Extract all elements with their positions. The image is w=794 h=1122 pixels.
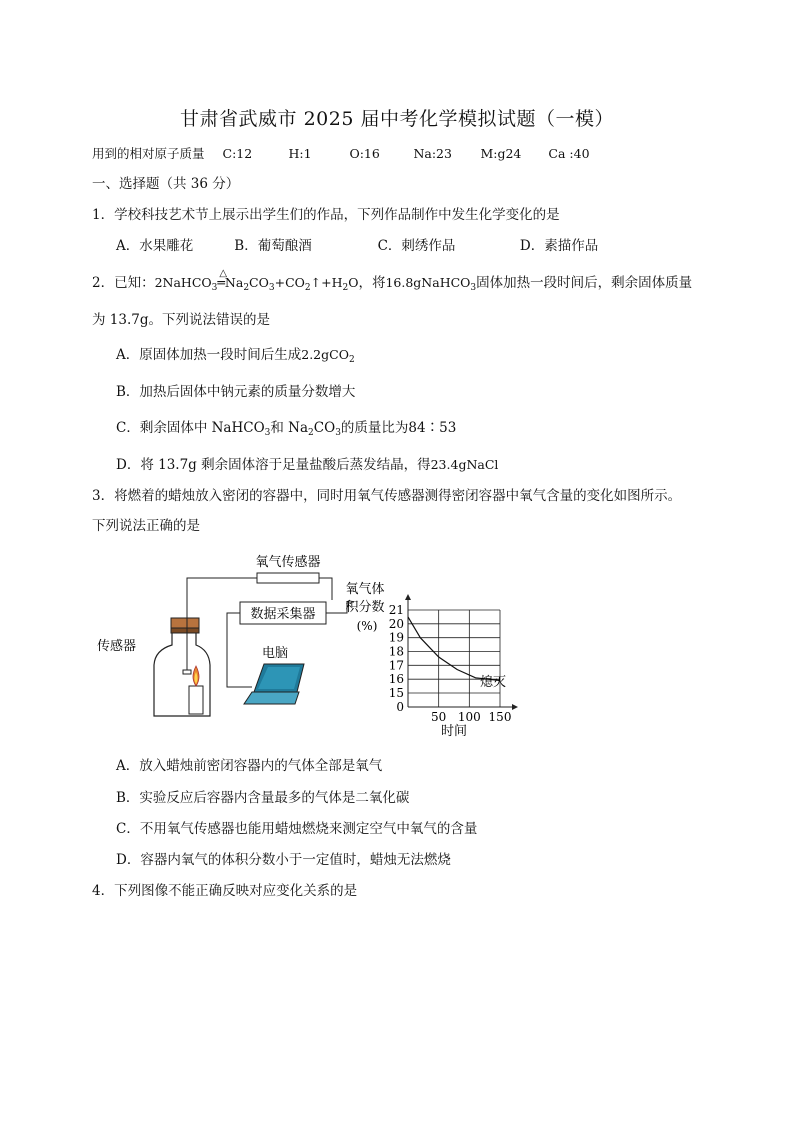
y-axis-label-1: 氧气体 — [345, 582, 385, 597]
q1-option-d: D．素描作品 — [519, 238, 599, 254]
atomic-mass-c: C:12 — [222, 146, 253, 161]
question-2-stem-line2: 为 13.7g。下列说法错误的是 — [92, 312, 270, 328]
y-axis-arrow — [405, 594, 411, 600]
q1-option-a: A．水果雕花 — [116, 238, 194, 254]
question-3-stem: 3．将燃着的蜡烛放入密闭的容器中，同时用氧气传感器测得密闭容器中氧气含量的变化如图所示。 — [92, 488, 682, 504]
oxygen-curve — [408, 617, 500, 681]
question-1-options — [116, 236, 598, 256]
y-tick-label: 16 — [388, 672, 404, 687]
data-collector-label: 数据采集器 — [250, 607, 316, 622]
question-1-stem: 1．学校科技艺术节上展示出学生们的作品，下列作品制作中发生化学变化的是 — [92, 207, 560, 223]
q1-option-c: C．刺绣作品 — [377, 238, 456, 254]
q2-equation: 2NaHCO$_3$ △ $═Na_2CO_3+CO_2↑+H_2O$ — [154, 268, 359, 293]
sensor-label: 传感器 — [97, 639, 137, 654]
y-tick-label: 21 — [388, 603, 404, 617]
question-4-stem: 4．下列图像不能正确反映对应变化关系的是 — [92, 883, 358, 899]
y-tick-label: 17 — [388, 658, 404, 673]
y-tick-label: 0 — [396, 700, 404, 714]
y-tick-label: 19 — [388, 630, 404, 645]
heat-symbol: △ ═ — [217, 268, 228, 290]
q2-sample: 16.8gNaHCO$_3$ — [385, 275, 477, 293]
q2-option-d: D．将 13.7g 剩余固体溶于足量盐酸后蒸发结晶，得23.4gNaCl — [116, 457, 499, 473]
q2-option-a: A．原固体加热一段时间后生成2.2gCO$_2$ — [116, 347, 355, 365]
q3-option-b: B．实验反应后容器内含量最多的气体是二氧化碳 — [116, 790, 410, 806]
bottle — [154, 618, 210, 716]
atomic-mass-h: H:1 — [288, 146, 312, 161]
y-axis-label-2: 积分数 — [345, 600, 385, 615]
section-heading: 一、选择题（共 36 分） — [92, 176, 240, 192]
laptop-icon — [244, 664, 304, 704]
x-tick-label: 100 — [457, 710, 481, 724]
atomic-mass-ca: Ca :40 — [548, 146, 590, 161]
atomic-masses-line — [92, 144, 590, 164]
q1-option-b: B．葡萄酿酒 — [234, 238, 312, 254]
oxygen-sensor-box — [257, 573, 319, 583]
oxygen-sensor-label: 氧气传感器 — [255, 555, 321, 570]
q2-tail: 固体加热一段时间后，剩余固体质量 — [476, 275, 693, 291]
q3-option-d: D．容器内氧气的体积分数小于一定值时，蜡烛无法燃烧 — [116, 852, 451, 868]
q2-option-b: B．加热后固体中钠元素的质量分数增大 — [116, 384, 356, 400]
candle — [189, 686, 203, 714]
question-2-stem — [92, 268, 693, 298]
oxygen-experiment-figure — [92, 550, 532, 750]
computer-label: 电脑 — [261, 646, 289, 661]
oxygen-chart — [389, 594, 518, 724]
atomic-mass-mg: M:g24 — [480, 146, 522, 161]
extinguish-label: 熄灭 — [480, 675, 507, 690]
q2-prefix: 2．已知： — [92, 275, 155, 291]
q3-option-a: A．放入蜡烛前密闭容器内的气体全部是氧气 — [116, 758, 383, 774]
q2-option-c: C．剩余固体中 NaHCO$_3$和 $Na_2CO_3$的质量比为84∶53 — [116, 420, 457, 438]
y-axis-unit: (%) — [356, 619, 378, 633]
atomic-masses-label: 用到的相对原子质量 — [92, 146, 205, 161]
y-tick-label: 18 — [388, 644, 404, 659]
x-tick-label: 50 — [431, 710, 447, 724]
y-tick-label: 15 — [388, 686, 404, 700]
bottle-stopper — [171, 618, 199, 628]
q2-mid: ，将 — [358, 275, 386, 291]
page-title: 甘肃省武威市 2025 届中考化学模拟试题（一模） — [180, 108, 614, 130]
atomic-mass-o: O:16 — [349, 146, 380, 161]
q3-option-c: C．不用氧气传感器也能用蜡烛燃烧来测定空气中氧气的含量 — [116, 821, 478, 837]
x-axis-arrow — [512, 704, 518, 710]
question-3-stem-line2: 下列说法正确的是 — [92, 518, 200, 534]
atomic-mass-na: Na:23 — [413, 146, 452, 161]
x-axis-label: 时间 — [440, 724, 468, 739]
x-tick-label: 150 — [488, 710, 512, 724]
y-tick-label: 20 — [388, 616, 404, 631]
